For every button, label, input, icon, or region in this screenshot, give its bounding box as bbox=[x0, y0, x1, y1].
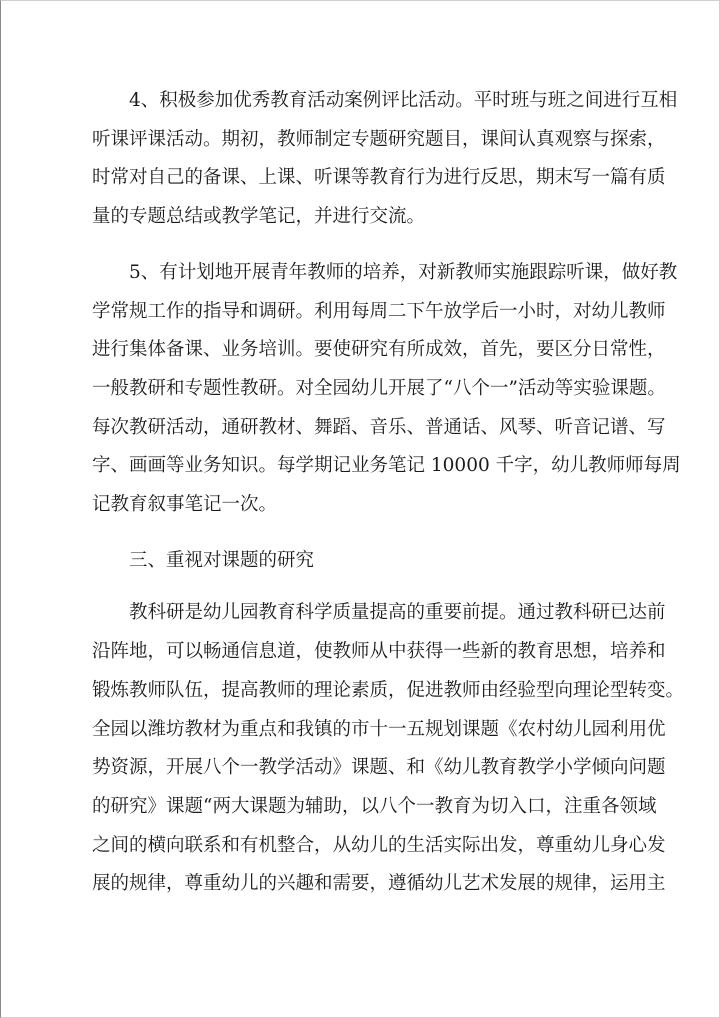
paragraph-item-5 bbox=[92, 254, 681, 525]
paragraph-item-4 bbox=[92, 82, 678, 237]
paragraph-line: 记教育叙事笔记一次。 bbox=[92, 494, 278, 516]
paragraph-line: 锻炼教师队伍，提高教师的理论素质，促进教师由经验型向理论型转变。 bbox=[92, 679, 685, 701]
paragraph-line: 5、有计划地开展青年教师的培养，对新教师实施跟踪听课，做好教 bbox=[129, 261, 678, 283]
paragraph-line: 学常规工作的指导和调研。利用每周二下午放学后一小时，对幼儿教师 bbox=[92, 300, 666, 322]
paragraph-line: 每次教研活动，通研教材、舞蹈、音乐、普通话、风琴、听音记谱、写 bbox=[92, 416, 666, 438]
paragraph-research bbox=[92, 594, 685, 904]
paragraph-line: 之间的横向联系和有机整合，从幼儿的生活实际出发，尊重幼儿身心发 bbox=[92, 834, 666, 856]
section-heading: 三、重视对课题的研究 bbox=[129, 549, 315, 571]
paragraph-line: 量的专题总结或教学笔记，并进行交流。 bbox=[92, 206, 426, 228]
paragraph-line: 4、积极参加优秀教育活动案例评比活动。平时班与班之间进行互相 bbox=[129, 90, 678, 111]
paragraph-line: 的研究》课题“两大课题为辅助，以八个一教育为切入口，注重各领域 bbox=[92, 795, 657, 817]
paragraph-line: 展的规律，尊重幼儿的兴趣和需要，遵循幼儿艺术发展的规律，运用主 bbox=[92, 873, 666, 895]
paragraph-line: 全园以潍坊教材为重点和我镇的市十一五规划课题《农村幼儿园利用优 bbox=[92, 718, 666, 740]
paragraph-line: 沿阵地，可以畅通信息道，使教师从中获得一些新的教育思想，培养和 bbox=[92, 641, 666, 663]
document-body bbox=[92, 82, 685, 921]
paragraph-line: 字、画画等业务知识。每学期记业务笔记 10000 千字，幼儿教师师每周 bbox=[92, 455, 681, 477]
paragraph-line: 进行集体备课、业务培训。要使研究有所成效，首先，要区分日常性， bbox=[92, 339, 666, 361]
paragraph-line: 势资源，开展八个一教学活动》课题、和《幼儿教育教学小学倾向问题 bbox=[92, 757, 666, 779]
paragraph-line: 时常对自己的备课、上课、听课等教育行为进行反思，期末写一篇有质 bbox=[92, 167, 666, 189]
paragraph-line: 教科研是幼儿园教育科学质量提高的重要前提。通过教科研已达前 bbox=[129, 602, 666, 624]
paragraph-line: 一般教研和专题性教研。对全园幼儿开展了“八个一”活动等实验课题。 bbox=[92, 377, 666, 399]
paragraph-line: 听课评课活动。期初，教师制定专题研究题目，课间认真观察与探索， bbox=[92, 128, 666, 150]
